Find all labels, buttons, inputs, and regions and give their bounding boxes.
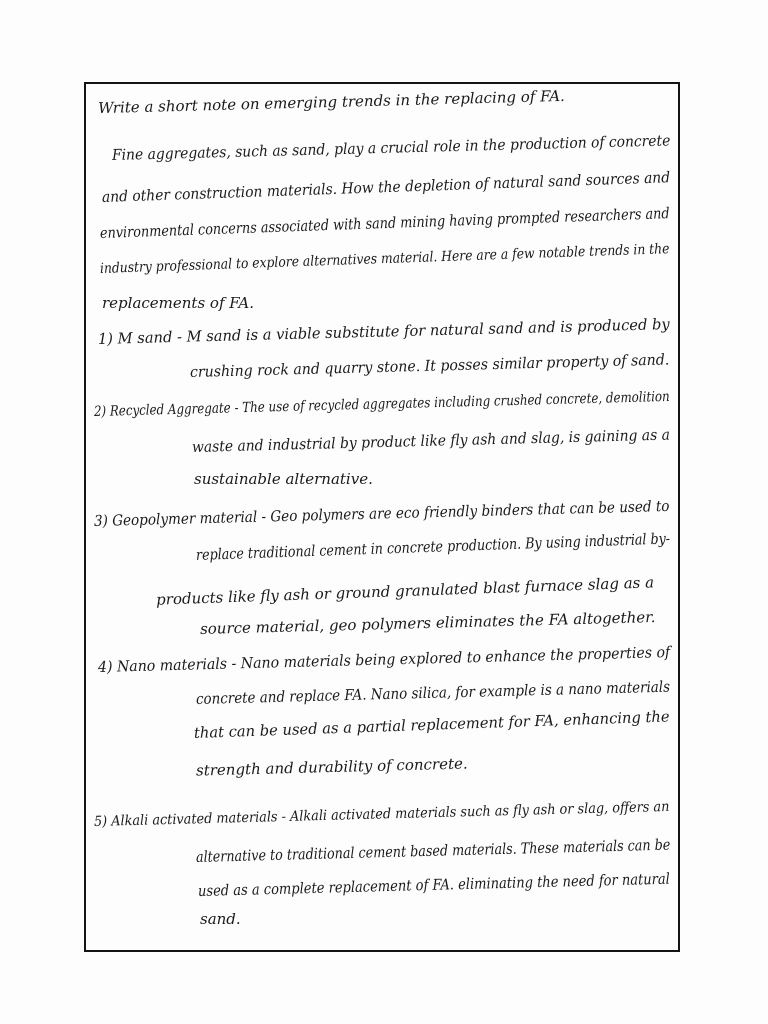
text-line-22: used as a complete replacement of FA. eliminating the need for natural	[197, 869, 671, 900]
text-line-14: products like fly ash or ground granulated blast furnace slag as a	[155, 573, 655, 609]
text-line-07: 1) M sand - M sand is a viable substitute for natural sand and is produced by	[97, 315, 670, 348]
text-line-08: crushing rock and quarry stone. It posses similar property of sand.	[189, 350, 670, 381]
text-line-11: sustainable alternative.	[194, 470, 373, 488]
text-line-17: concrete and replace FA. Nano silica, for example is a nano materials	[195, 677, 671, 708]
text-line-23: sand.	[200, 910, 241, 928]
text-line-05: industry professional to explore alternatives material. Here are a few notable trends in the	[99, 241, 670, 277]
text-line-04: environmental concerns associated with sand mining having prompted researchers and	[99, 204, 670, 242]
text-line-21: alternative to traditional cement based materials. These materials can be	[195, 835, 671, 866]
text-line-16: 4) Nano materials - Nano materials being explored to enhance the properties of	[97, 643, 671, 676]
text-line-10: waste and industrial by product like fly ash and slag, is gaining as a	[191, 425, 671, 456]
text-line-03: and other construction materials. How the depletion of natural sand sources and	[101, 168, 671, 206]
text-line-19: strength and durability of concrete.	[195, 754, 468, 780]
text-line-09: 2) Recycled Aggregate - The use of recycled aggregates including crushed concrete, demolition	[93, 388, 670, 420]
text-line-12: 3) Geopolymer material - Geo polymers are eco friendly binders that can be used to	[93, 496, 670, 530]
text-line-02: Fine aggregates, such as sand, play a crucial role in the production of concrete	[111, 131, 671, 164]
text-line-01: Write a short note on emerging trends in the replacing of FA.	[97, 86, 566, 118]
text-line-13: replace traditional cement in concrete production. By using industrial by-	[195, 529, 671, 564]
text-line-18: that can be used as a partial replacement for FA, enhancing the	[193, 707, 670, 742]
text-line-15: source material, geo polymers eliminates the FA altogether.	[199, 608, 656, 638]
text-line-06: replacements of FA.	[102, 294, 254, 312]
text-line-20: 5) Alkali activated materials - Alkali activated materials such as fly ash or slag, offers an	[93, 798, 670, 830]
